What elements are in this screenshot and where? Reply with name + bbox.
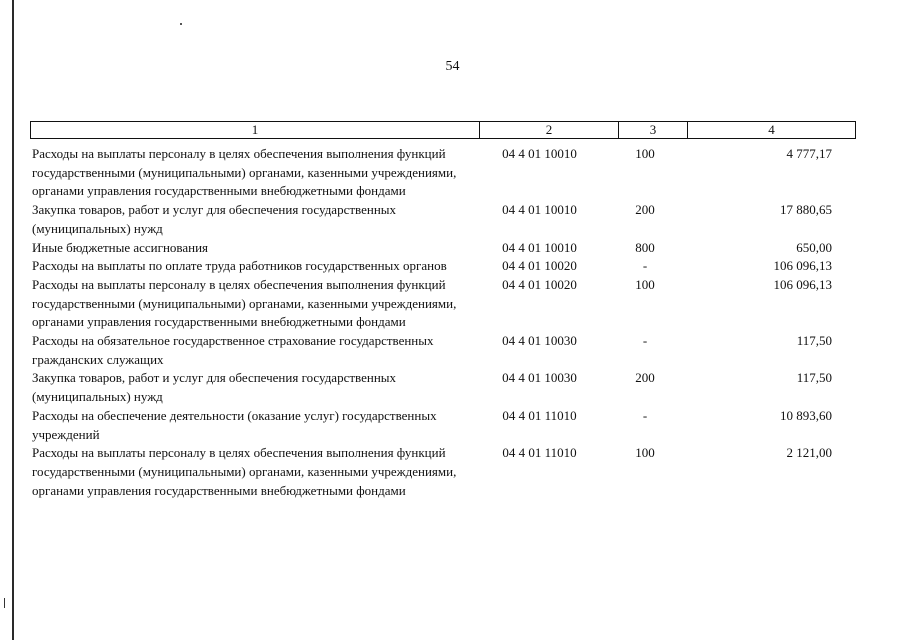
scan-mark <box>4 598 5 608</box>
table-row <box>32 276 832 332</box>
row-name: Закупка товаров, работ и услуг для обеспечения государственных (муниципальных) нужд <box>32 370 397 405</box>
table-row <box>32 239 832 258</box>
header-col-3: 3 <box>618 122 687 138</box>
row-code: 04 4 01 10030 <box>502 370 577 386</box>
row-sum: 17 880,65 <box>780 202 832 218</box>
row-sum: 2 121,00 <box>786 445 832 461</box>
row-name: Расходы на выплаты персоналу в целях обеспечения выполнения функций государственными (муниципальными) органами, казенными учреждениями, органами управления государственными внебюджетными фондами <box>32 146 457 199</box>
row-expense-type: 200 <box>635 202 655 218</box>
table-row <box>32 407 832 444</box>
row-expense-type: - <box>642 258 648 274</box>
row-code: 04 4 01 10010 <box>502 239 577 255</box>
row-name: Закупка товаров, работ и услуг для обеспечения государственных (муниципальных) нужд <box>32 202 397 236</box>
row-expense-type: 200 <box>635 370 655 386</box>
scan-left-edge <box>12 0 14 640</box>
row-sum: 117,50 <box>796 370 832 386</box>
row-name: Расходы на обязательное государственное страхование государственных гражданских служащих <box>32 333 434 367</box>
row-expense-type: 800 <box>635 239 655 255</box>
row-sum: 4 777,17 <box>786 146 832 161</box>
table-row <box>32 444 832 500</box>
row-code: 04 4 01 11010 <box>502 407 577 423</box>
row-name: Расходы на выплаты персоналу в целях обеспечения выполнения функций государственными (муниципальными) органами, казенными учреждениями, органами управления государственными внебюджетными фондами <box>32 445 457 498</box>
row-code: 04 4 01 10020 <box>502 276 577 292</box>
row-name: Иные бюджетные ассигнования <box>32 239 209 255</box>
header-col-1: 1 <box>251 122 259 137</box>
table-row <box>32 332 832 369</box>
row-code: 04 4 01 10010 <box>502 146 577 161</box>
table-row <box>32 257 832 276</box>
row-code: 04 4 01 10010 <box>502 202 577 218</box>
table-header <box>30 121 856 139</box>
row-name: Расходы на выплаты по оплате труда работников государственных органов <box>32 258 447 274</box>
row-sum: 106 096,13 <box>773 258 832 274</box>
scan-speck <box>180 23 182 25</box>
table-row <box>32 145 832 201</box>
table-row <box>32 369 832 406</box>
row-sum: 10 893,60 <box>780 407 832 423</box>
row-sum: 650,00 <box>796 239 832 255</box>
row-name: Расходы на выплаты персоналу в целях обеспечения выполнения функций государственными (муниципальными) органами, казенными учреждениями, органами управления государственными внебюджетными фондами <box>32 276 457 330</box>
row-name: Расходы на обеспечение деятельности (оказание услуг) государственных учреждений <box>32 407 437 442</box>
header-col-4: 4 <box>687 122 855 138</box>
row-sum: 106 096,13 <box>773 276 832 292</box>
row-expense-type: - <box>642 407 648 423</box>
row-expense-type: 100 <box>635 146 655 161</box>
page-number: 54 <box>445 59 460 74</box>
row-code: 04 4 01 10020 <box>502 258 577 274</box>
table-row <box>32 201 832 238</box>
table-body <box>32 145 832 500</box>
header-col-2: 2 <box>479 122 618 138</box>
row-code: 04 4 01 11010 <box>502 445 577 461</box>
row-sum: 117,50 <box>796 333 832 349</box>
row-expense-type: 100 <box>635 445 655 461</box>
row-expense-type: 100 <box>635 276 655 292</box>
row-code: 04 4 01 10030 <box>502 333 577 349</box>
row-expense-type: - <box>642 333 648 349</box>
